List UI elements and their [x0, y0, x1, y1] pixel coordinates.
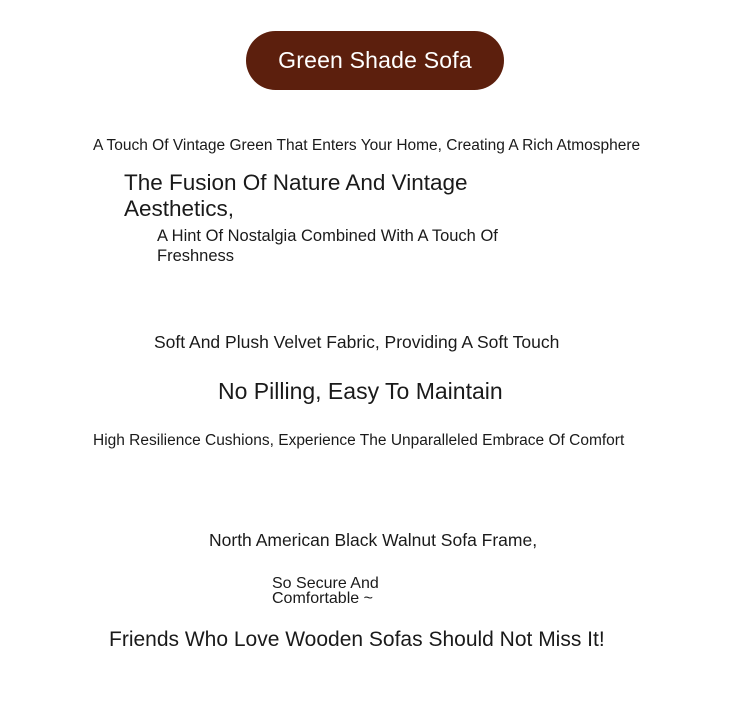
feature-walnut-frame: North American Black Walnut Sofa Frame,: [209, 530, 538, 550]
feature-velvet-fabric: Soft And Plush Velvet Fabric, Providing A Soft Touch: [154, 332, 560, 352]
subline-nostalgia: A Hint Of Nostalgia Combined With A Touch Of Freshness: [157, 227, 498, 265]
product-title: Green Shade Sofa: [278, 47, 472, 73]
headline-nature-vintage: The Fusion Of Nature And Vintage Aesthetics,: [124, 170, 468, 221]
feature-secure-comfortable: So Secure And Comfortable ~: [272, 575, 379, 607]
closing-callout: Friends Who Love Wooden Sofas Should Not Miss It!: [109, 628, 605, 651]
feature-no-pilling: No Pilling, Easy To Maintain: [218, 378, 503, 404]
feature-resilience-cushions: High Resilience Cushions, Experience The Unparalleled Embrace Of Comfort: [93, 432, 625, 449]
tagline-vintage-green: A Touch Of Vintage Green That Enters Your Home, Creating A Rich Atmosphere: [93, 137, 641, 154]
product-title-pill: [246, 31, 504, 90]
